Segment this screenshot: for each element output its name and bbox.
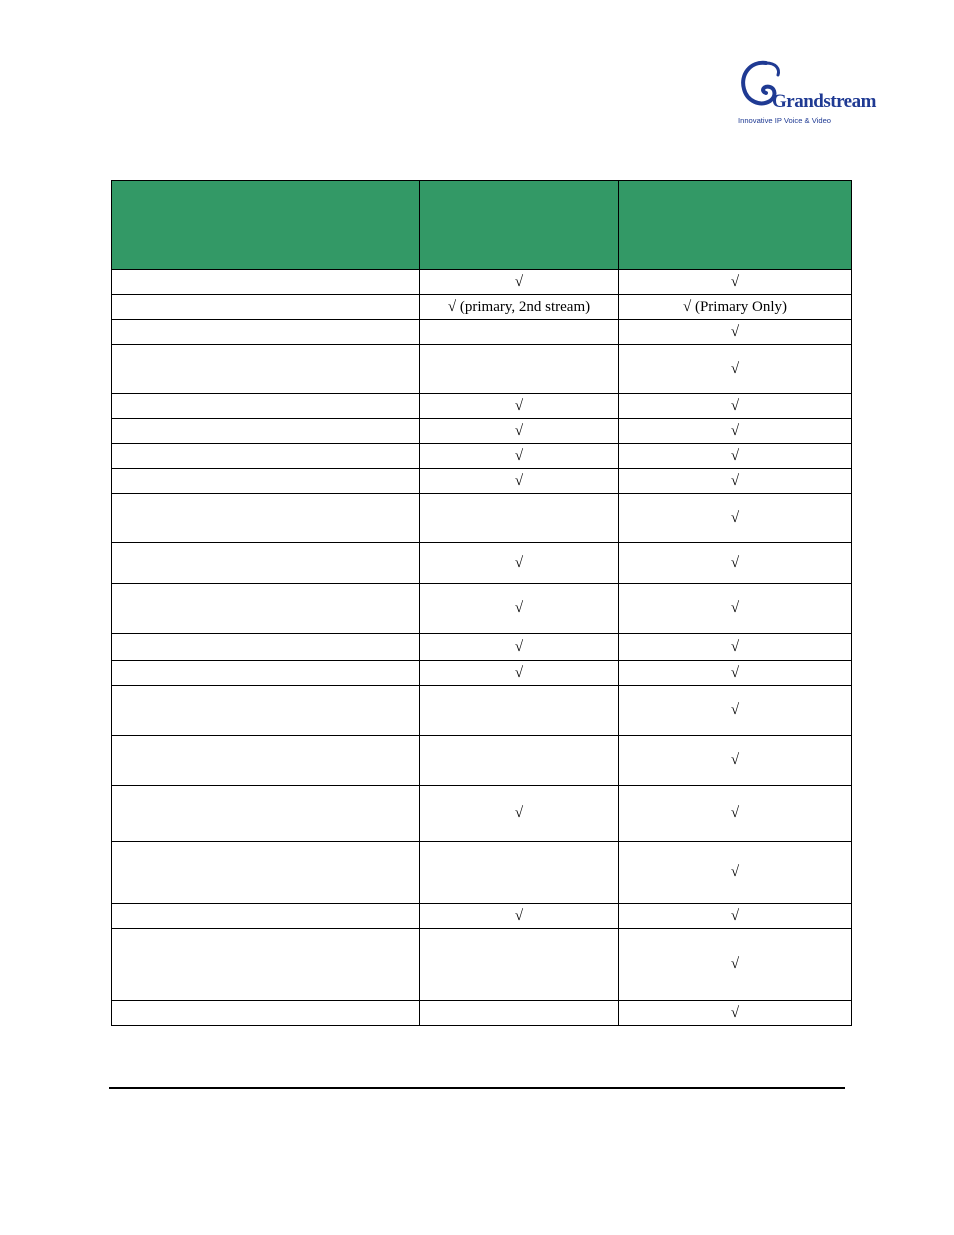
col2-cell: √ <box>619 419 852 444</box>
table-row <box>112 584 852 634</box>
col1-cell: √ <box>420 786 619 842</box>
col1-cell: √ <box>420 584 619 634</box>
col2-cell: √ <box>619 345 852 394</box>
table-row <box>112 661 852 686</box>
col2-cell: √ <box>619 444 852 469</box>
feature-cell <box>112 295 420 320</box>
table-row <box>112 444 852 469</box>
col1-cell <box>420 320 619 345</box>
col2-cell: √ <box>619 736 852 786</box>
feature-comparison-table <box>111 180 852 1026</box>
table-row <box>112 543 852 584</box>
footer-divider <box>109 1087 845 1089</box>
col1-cell: √ <box>420 419 619 444</box>
col1-cell: √ (primary, 2nd stream) <box>420 295 619 320</box>
col2-cell: √ <box>619 584 852 634</box>
feature-cell <box>112 394 420 419</box>
col2-cell: √ <box>619 543 852 584</box>
col1-cell <box>420 345 619 394</box>
table-row <box>112 1001 852 1026</box>
col2-cell: √ <box>619 661 852 686</box>
header-col1 <box>420 181 619 270</box>
table-row <box>112 469 852 494</box>
feature-cell <box>112 634 420 661</box>
feature-cell <box>112 419 420 444</box>
table-row <box>112 345 852 394</box>
col2-cell: √ <box>619 842 852 904</box>
feature-cell <box>112 444 420 469</box>
col2-cell: √ <box>619 469 852 494</box>
feature-cell <box>112 929 420 1001</box>
feature-cell <box>112 584 420 634</box>
col1-cell <box>420 686 619 736</box>
col2-cell: √ <box>619 1001 852 1026</box>
col2-cell: √ <box>619 904 852 929</box>
col1-cell: √ <box>420 543 619 584</box>
feature-cell <box>112 661 420 686</box>
table-row <box>112 929 852 1001</box>
feature-cell <box>112 469 420 494</box>
table-header-row <box>112 181 852 270</box>
col2-cell: √ <box>619 320 852 345</box>
col1-cell <box>420 1001 619 1026</box>
header-col2 <box>619 181 852 270</box>
table-row <box>112 394 852 419</box>
logo-mark <box>736 57 876 130</box>
col1-cell: √ <box>420 394 619 419</box>
col2-cell: √ <box>619 270 852 295</box>
col1-cell: √ <box>420 634 619 661</box>
table-row <box>112 494 852 543</box>
col2-cell: √ <box>619 929 852 1001</box>
table-row <box>112 736 852 786</box>
col1-cell <box>420 842 619 904</box>
feature-cell <box>112 904 420 929</box>
logo-tagline: Innovative IP Voice & Video <box>738 116 832 125</box>
feature-cell <box>112 736 420 786</box>
feature-cell <box>112 786 420 842</box>
table-row <box>112 842 852 904</box>
col1-cell <box>420 929 619 1001</box>
col2-cell: √ <box>619 494 852 543</box>
col1-cell: √ <box>420 270 619 295</box>
col1-cell <box>420 494 619 543</box>
col2-cell: √ <box>619 394 852 419</box>
table-row <box>112 786 852 842</box>
table-row <box>112 904 852 929</box>
grandstream-logo <box>736 57 876 130</box>
table-row <box>112 419 852 444</box>
col2-cell: √ <box>619 686 852 736</box>
table-row <box>112 686 852 736</box>
feature-cell <box>112 1001 420 1026</box>
feature-cell <box>112 494 420 543</box>
feature-cell <box>112 345 420 394</box>
col1-cell: √ <box>420 444 619 469</box>
table-row <box>112 320 852 345</box>
logo-brand-text: Grandstream <box>772 91 876 112</box>
col1-cell: √ <box>420 904 619 929</box>
col2-cell: √ <box>619 786 852 842</box>
feature-cell <box>112 842 420 904</box>
col1-cell: √ <box>420 469 619 494</box>
table-row <box>112 634 852 661</box>
table-row <box>112 295 852 320</box>
col2-cell: √ <box>619 634 852 661</box>
feature-cell <box>112 270 420 295</box>
table-row <box>112 270 852 295</box>
feature-cell <box>112 320 420 345</box>
col1-cell: √ <box>420 661 619 686</box>
col2-cell: √ (Primary Only) <box>619 295 852 320</box>
col1-cell <box>420 736 619 786</box>
feature-cell <box>112 543 420 584</box>
header-feature <box>112 181 420 270</box>
feature-cell <box>112 686 420 736</box>
